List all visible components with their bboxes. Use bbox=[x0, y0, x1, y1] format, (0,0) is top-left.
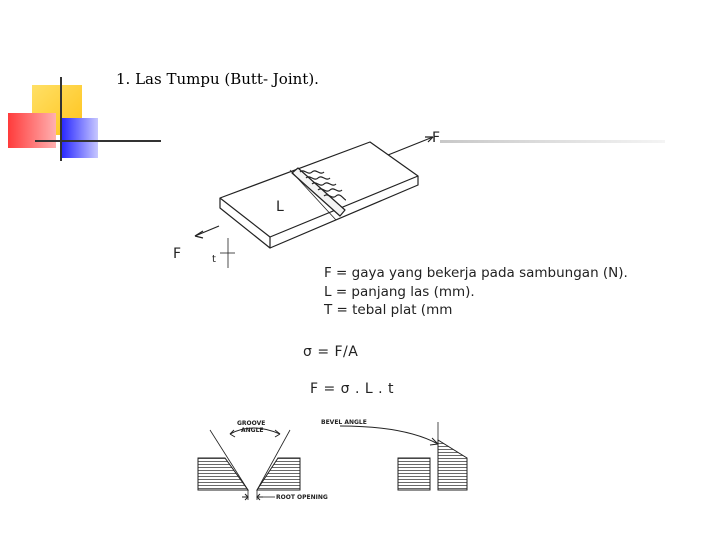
legend-line-thickness: T = tebal plat (mm bbox=[324, 302, 453, 318]
accent-red-square bbox=[8, 113, 56, 148]
accent-blue-square bbox=[62, 118, 98, 158]
thickness-label: t bbox=[212, 254, 216, 265]
force-arrow-top bbox=[388, 137, 433, 155]
groove-left-plate bbox=[198, 458, 248, 490]
accent-vertical-rule bbox=[60, 77, 62, 161]
plate-front-edge bbox=[220, 198, 270, 248]
bevel-angle-label: BEVEL ANGLE bbox=[321, 419, 367, 426]
groove-right-plate bbox=[257, 458, 300, 490]
root-opening-label: ROOT OPENING bbox=[276, 494, 328, 501]
butt-joint-diagram bbox=[190, 130, 450, 280]
bevel-plate-left bbox=[398, 458, 430, 490]
groove-angle-label-2: ANGLE bbox=[241, 427, 264, 434]
slide-title: 1. Las Tumpu (Butt- Joint). bbox=[116, 70, 319, 88]
force-label-top: F bbox=[432, 130, 441, 146]
accent-horizontal-rule bbox=[35, 140, 161, 142]
formula-force: F = σ . L . t bbox=[310, 381, 395, 397]
groove-bevel-figure bbox=[190, 412, 490, 507]
legend-line-length: L = panjang las (mm). bbox=[324, 284, 475, 300]
header-rule bbox=[440, 140, 665, 143]
weld-bead bbox=[292, 168, 345, 216]
root-opening-arrow bbox=[242, 494, 263, 500]
force-arrow-left bbox=[195, 226, 219, 236]
formula-stress: σ = F/A bbox=[303, 344, 359, 360]
force-label-left: F bbox=[173, 246, 182, 262]
legend-line-force: F = gaya yang bekerja pada sambungan (N). bbox=[324, 265, 628, 281]
groove-angle-label-1: GROOVE bbox=[237, 420, 266, 427]
bevel-plate-right bbox=[438, 440, 467, 490]
length-label: L bbox=[276, 199, 284, 215]
bevel-angle-arc bbox=[340, 426, 438, 444]
